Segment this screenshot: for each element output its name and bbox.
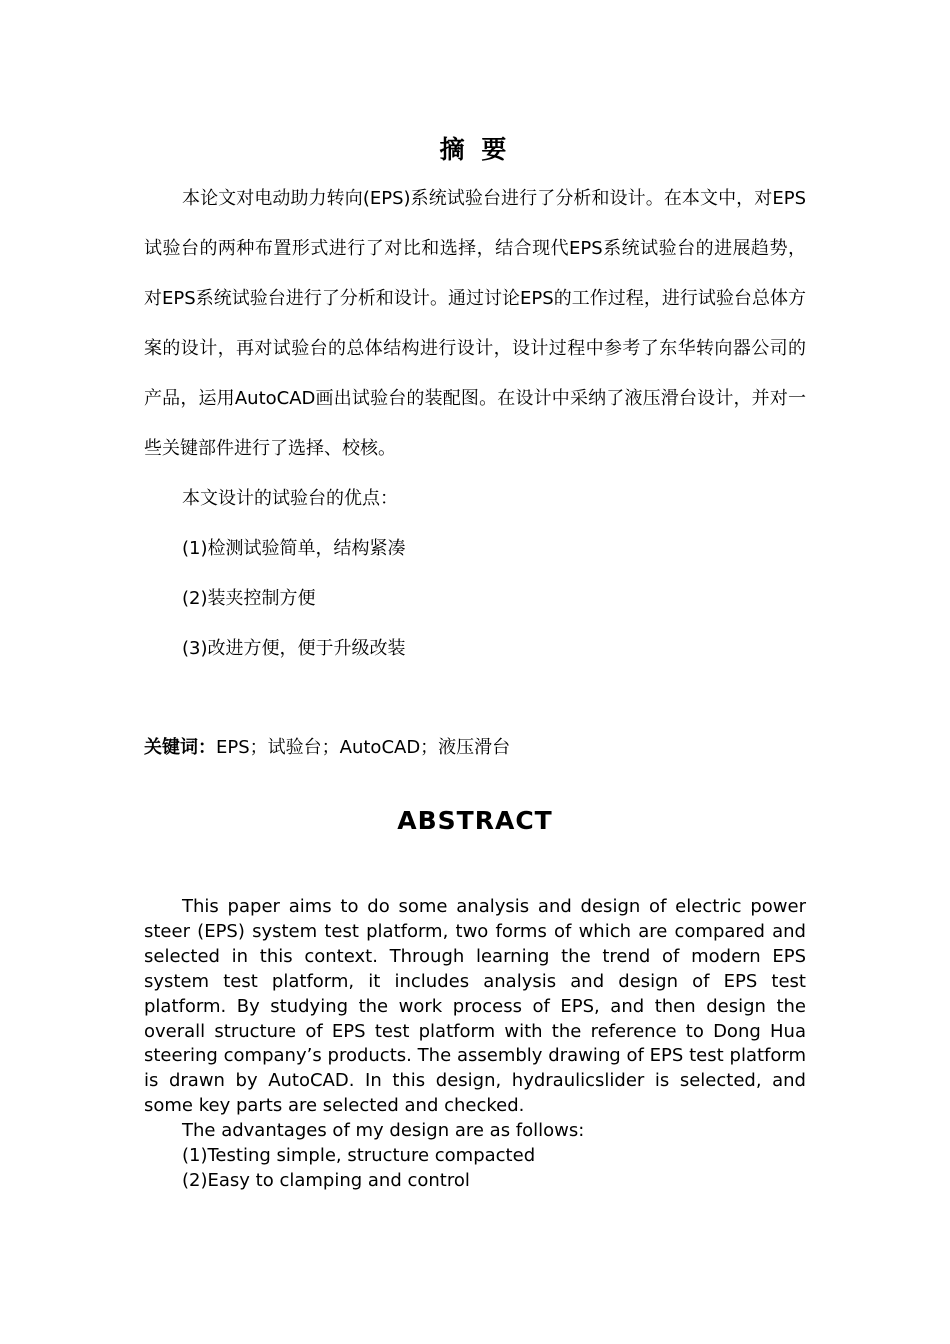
english-abstract-paragraph: This paper aims to do some analysis and design of electric power steer (EPS) system test platform, two forms of which are compared and selected in this context. Through learning the trend of modern EPS system test platform, it includes analysis and design of EPS test platform. By studying the work process of EPS, and then design the overall structure of EPS test platform with the reference to Dong Hua steering company’s products. The assembly drawing of EPS test platform is drawn by AutoCAD. In this design, hydraulicslider is selected, and some key parts are selected and checked.: [144, 896, 806, 1117]
english-advantage-item: (1)Testing simple, structure compacted: [182, 1145, 536, 1167]
chinese-advantages-heading: 本文设计的试验台的优点：: [182, 488, 398, 509]
english-abstract-body: [144, 895, 806, 1194]
english-advantage-item: (2)Easy to clamping and control: [182, 1169, 470, 1191]
chinese-keywords: [144, 734, 510, 762]
english-abstract-title: ABSTRACT: [397, 806, 553, 835]
keywords-value: EPS；试验台；AutoCAD；液压滑台: [216, 737, 511, 758]
keywords-label: 关键词：: [144, 737, 216, 758]
chinese-advantage-item: (1)检测试验简单，结构紧凑: [182, 538, 406, 559]
chinese-advantage-item: (2)装夹控制方便: [182, 588, 316, 609]
chinese-abstract-paragraph: 本论文对电动助力转向(EPS)系统试验台进行了分析和设计。在本文中，对EPS试验台的两种布置形式进行了对比和选择，结合现代EPS系统试验台的进展趋势，对EPS系统试验台进行了分析和设计。通过讨论EPS的工作过程，进行试验台总体方案的设计，再对试验台的总体结构进行设计，设计过程中参考了东华转向器公司的产品，运用AutoCAD画出试验台的装配图。在设计中采纳了液压滑台设计，并对一些关键部件进行了选择、校核。: [144, 188, 806, 459]
chinese-abstract-title: 摘 要: [439, 135, 511, 164]
english-advantages-heading: The advantages of my design are as follows:: [182, 1120, 585, 1142]
chinese-abstract-body: [144, 174, 806, 674]
chinese-advantage-item: (3)改进方便，便于升级改装: [182, 638, 406, 659]
